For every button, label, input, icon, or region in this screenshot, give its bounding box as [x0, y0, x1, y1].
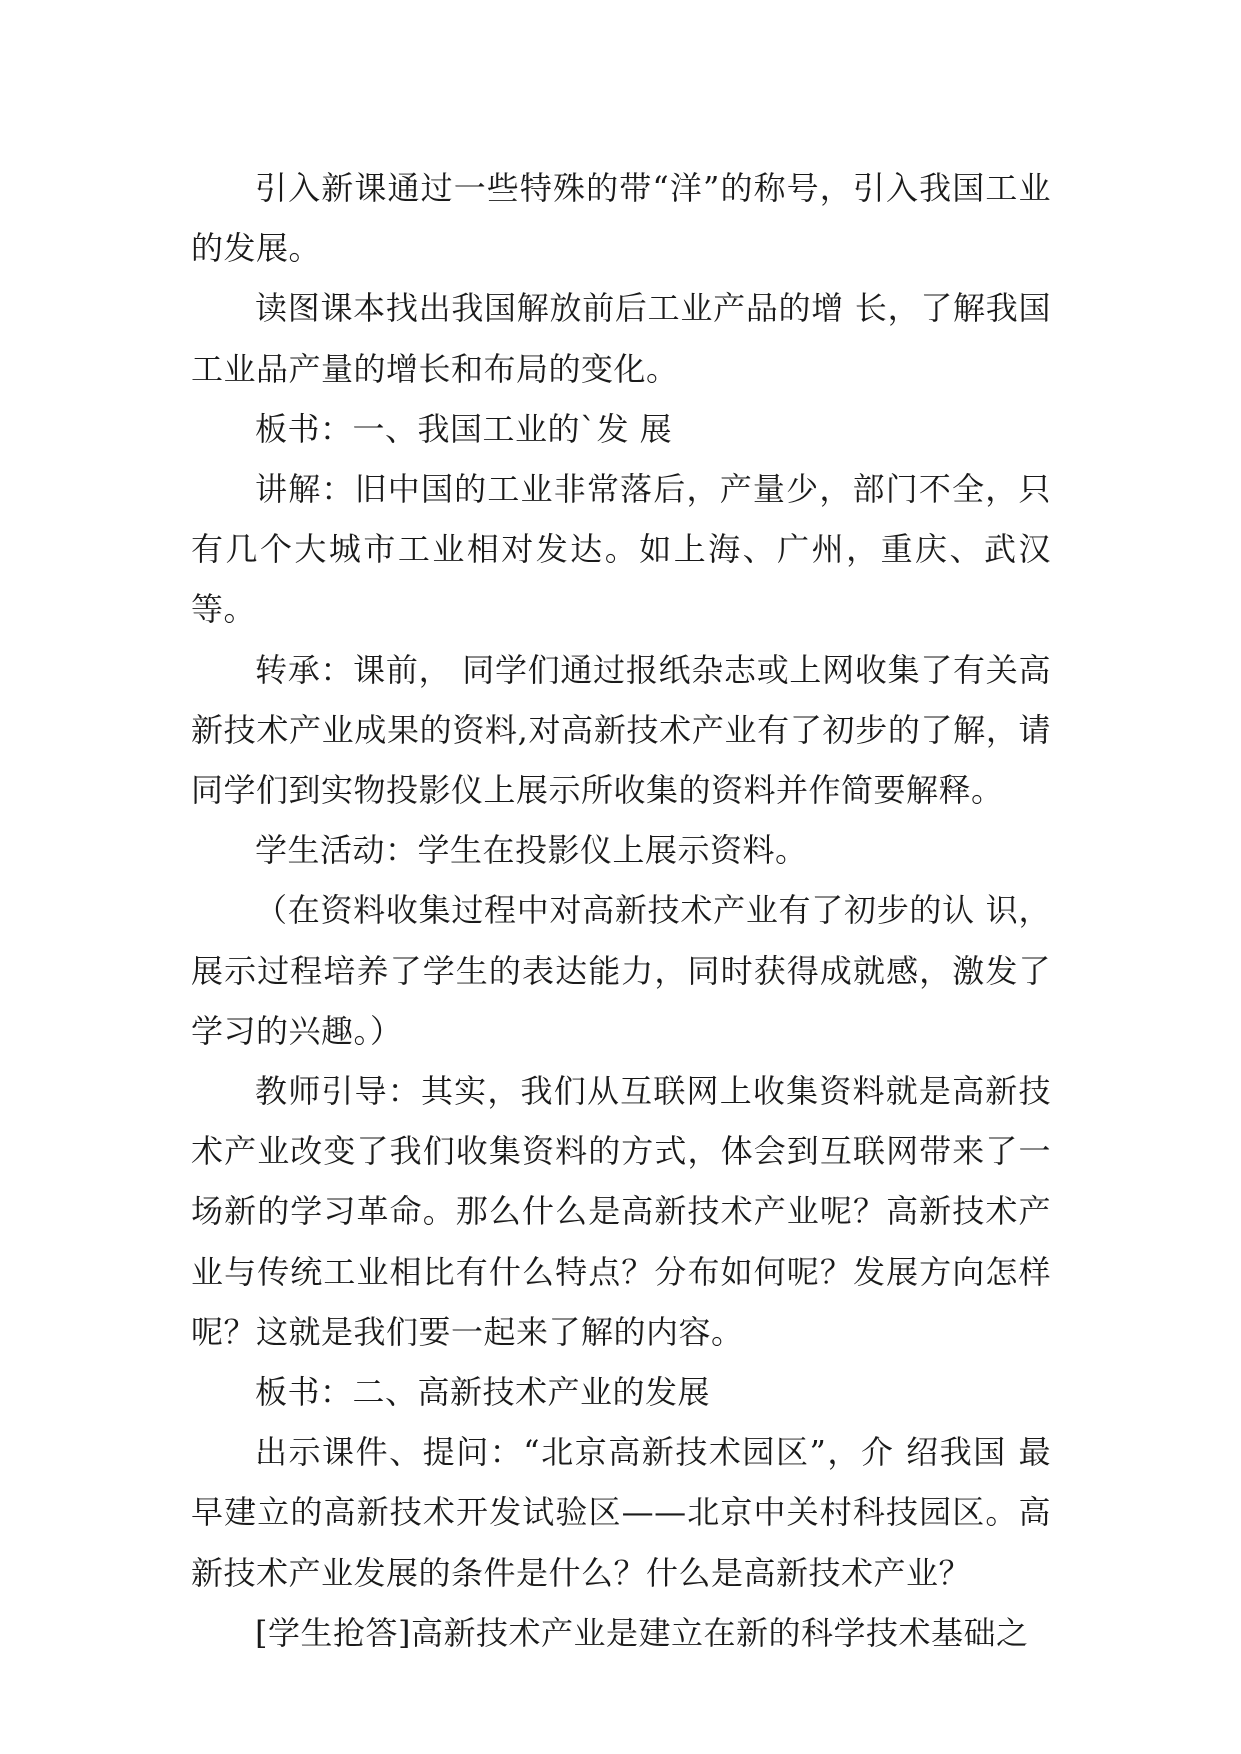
paragraph-teacher-guidance: 教师引导：其实，我们从互联网上收集资料就是高新技术产业改变了我们收集资料的方式，体会到互联网带来了一场新的学习革命。那么什么是高新技术产业呢？高新技术产业与传统工业相比有什么特点？分布如何呢？发展方向怎样呢？这就是我们要一起来了解的内容。	[191, 1072, 1051, 1351]
paragraph-board-heading-1: 板书：一、我国工业的`发 展	[255, 409, 673, 448]
paragraph-intro-new-lesson: 引入新课通过一些特殊的带“洋”的称号，引入我国工业的发展。	[191, 169, 1051, 268]
paragraph-courseware-question: 出示课件、提问：“北京高新技术园区”，介 绍我国 最早建立的高新技术开发试验区——北京中关村科技园区。高新技术产业发展的条件是什么？什么是高新技术产业？	[191, 1433, 1051, 1592]
paragraph-student-activity: 学生活动：学生在投影仪上展示资料。	[255, 831, 808, 870]
paragraph-note: （在资料收集过程中对高新技术产业有了初步的认 识，展示过程培养了学生的表达能力，同时获得成就感，激发了学习的兴趣。）	[191, 891, 1051, 1050]
paragraph-transition: 转承：课前， 同学们通过报纸杂志或上网收集了有关高新技术产业成果的资料,对高新技术产业有了初步的了解，请同学们到实物投影仪上展示所收集的资料并作简要解释。	[191, 650, 1051, 810]
paragraph-read-map: 读图课本找出我国解放前后工业产品的增 长，了解我国工业品产量的增长和布局的变化。	[191, 289, 1051, 388]
paragraph-board-heading-2: 板书：二、高新技术产业的发展	[255, 1373, 711, 1412]
document-body	[191, 158, 1051, 1663]
paragraph-student-answer: [学生抢答]高新技术产业是建立在新的科学技术基础之	[255, 1613, 1029, 1652]
paragraph-explanation: 讲解：旧中国的工业非常落后，产量少，部门不全，只有几个大城市工业相对发达。如上海、广州，重庆、武汉等。	[191, 470, 1051, 629]
